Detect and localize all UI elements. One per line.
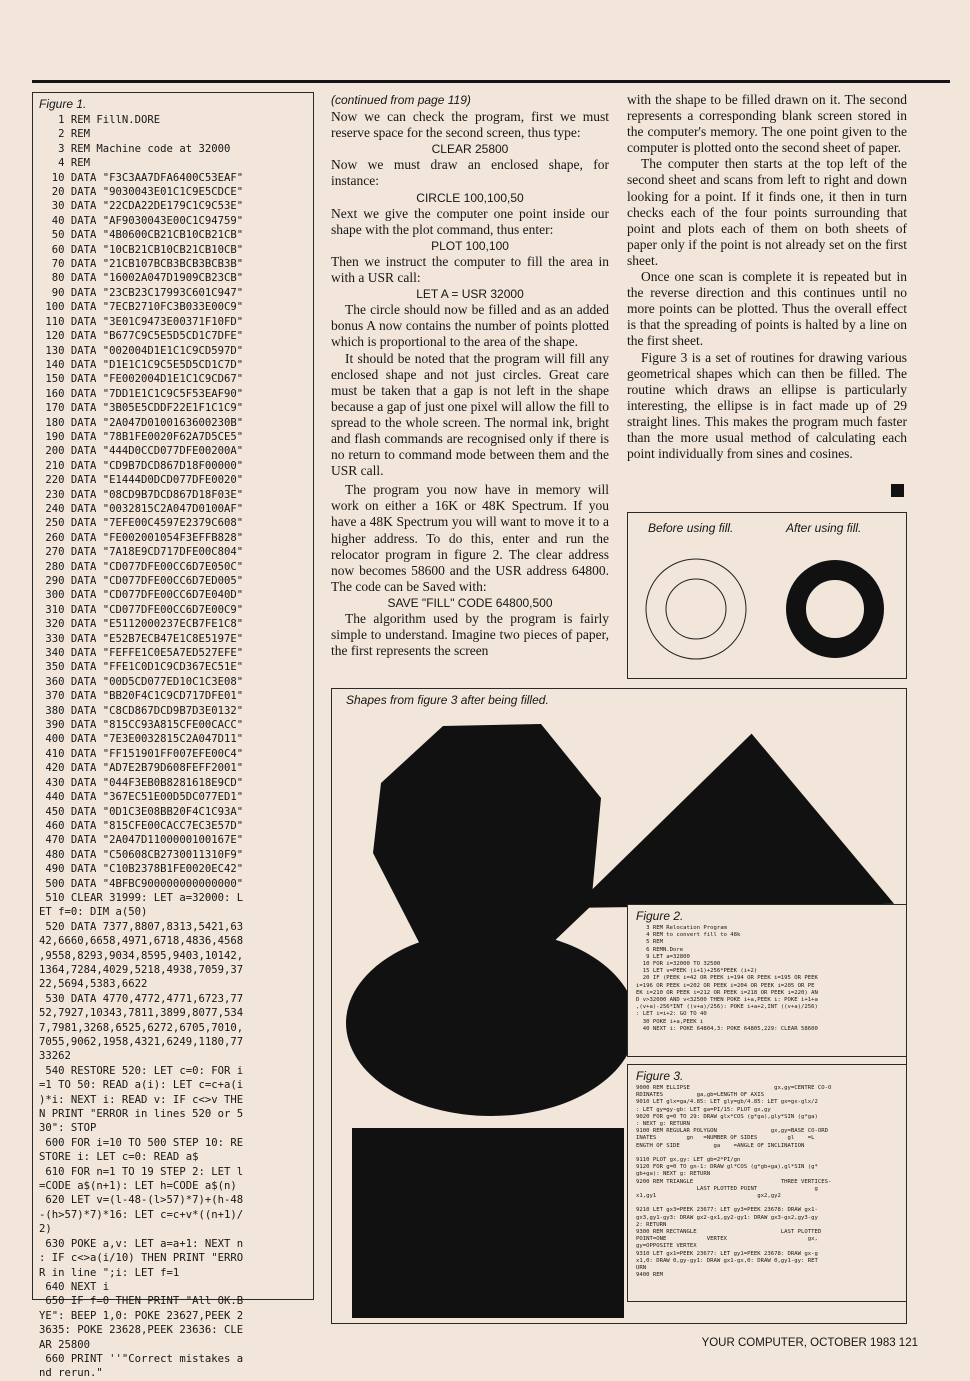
code-line: ,9558,8293,9034,8595,9403,10142, (39, 949, 244, 962)
code-line: 9 LET a=32800 (636, 953, 690, 960)
code-line: 60 DATA "10CB21CB10CB21CB10CB" (39, 243, 244, 256)
code-line: 640 NEXT i (39, 1280, 110, 1293)
code-line: 1364,7284,4029,5218,4938,7059,37 (39, 963, 244, 976)
code-line: 250 DATA "7EFE00C4597E2379C608" (39, 517, 244, 530)
code-line: 290 DATA "CD077DFE00CC6D7ED005" (39, 575, 244, 587)
figure-1-box (32, 92, 314, 1380)
code-line: 510 CLEAR 31999: LET a=32000: L (39, 891, 244, 904)
code-line: 340 DATA "FEFFE1C0E5A7ED527EFE" (39, 647, 244, 660)
code-line: 270 DATA "7A18E9CD717DFE00C804" (39, 546, 244, 559)
filled-ring (796, 570, 874, 648)
continued-note: (continued from page 119) (331, 93, 471, 107)
code-line: 90 DATA "23CB23C17993C601C947" (39, 286, 244, 299)
code-line: 180 DATA "2A047D0100163600230B" (39, 416, 244, 429)
fill-demo-box (627, 512, 907, 679)
code-line: N PRINT "ERROR in lines 520 or 5 (39, 1108, 244, 1121)
code-line: ET f=0: DIM a(50) (39, 906, 148, 919)
code-line: 15 LET v=PEEK (i+1)+256*PEEK (i+2) (636, 968, 758, 975)
code-line: 320 DATA "E5112000237ECB7FE1C8" (39, 618, 244, 631)
code-line: ENGTH OF SIDE ga =ANGLE OF INCLINATION (636, 1142, 805, 1149)
filled-triangle (573, 734, 894, 908)
code-line: gy=OPPOSITE VERTEX (636, 1243, 697, 1250)
code-line: 310 DATA "CD077DFE00CC6D7E00C9" (39, 603, 244, 616)
code-line: 620 LET v=(l-48-(l>57)*7)+(h-48 (39, 1194, 244, 1207)
code-line: 300 DATA "CD077DFE00CC6D7E040D" (39, 589, 244, 602)
code-line: 9000 REM ELLIPSE gx,gy=CENTRE CO-O (636, 1085, 832, 1091)
code-line (636, 1200, 906, 1207)
paragraph: It should be noted that the program will fill any enclosed shape and not just circles. Great care must be taken that a gap is not left in the shape because a gap of just one pixel will allow the fill to spread to the whole screen. The normal ink, bright and flash commands are recognised only if there is no return to command mode between them and the USR call. (331, 350, 609, 479)
code-line: =1 TO 50: READ a(i): LET c=c+a(i (39, 1079, 244, 1092)
code-line: 10 FOR i=32000 TO 32500 (636, 961, 721, 968)
code-line: 9400 REM (636, 1272, 663, 1279)
code-line: nd rerun." (39, 1367, 103, 1380)
code-line: 540 RESTORE 520: LET c=0: FOR i (39, 1064, 244, 1077)
code-line: 400 DATA "7E3E0032815C2A047D11" (39, 733, 244, 746)
paragraph: Now we must draw an enclosed shape, for instance: (331, 157, 609, 189)
code-line: 390 DATA "815CC93A815CFE00CACC" (39, 719, 244, 732)
command-line: CLEAR 25800 (431, 142, 509, 157)
article-column-3 (627, 92, 907, 462)
shapes-caption: Shapes from figure 3 after being filled. (346, 693, 549, 707)
code-line: LAST PLOTTED POINT g (636, 1185, 818, 1192)
code-line: 650 IF f=0 THEN PRINT "All OK.B (39, 1295, 244, 1308)
code-line: 9020 FOR g=0 TO 29: DRAW glx*COS (g*ga),gly*SIN (g*ga) (636, 1113, 818, 1120)
code-line: 220 DATA "E1444D0DCD077DFE0020" (39, 474, 244, 487)
code-line: ,(v+a)-256*INT ((v+a)/256): POKE i+a+2,INT ((v+a)/256) (636, 1004, 818, 1011)
code-line: AR 25800 (39, 1338, 91, 1351)
outer-ring-outline (646, 559, 746, 659)
code-line: 120 DATA "B677C9C5E5D5CD1C7DFE" (39, 330, 244, 343)
article-column-2 (331, 92, 609, 659)
code-line: 1 REM FillN.DORE (39, 114, 161, 126)
code-line: STORE i: LET c=0: READ a$ (39, 1151, 199, 1164)
paragraph: Then we instruct the computer to fill the area in with a USR call: (331, 253, 609, 286)
code-line: 370 DATA "BB20F4C1C9CD717DFE01" (39, 690, 244, 703)
code-line: 500 DATA "4BFBC900000000000000" (39, 877, 244, 890)
code-line: 440 DATA "367EC51E00D5DC077ED1" (39, 791, 244, 804)
code-line: 10 DATA "F3C3AA7DFA6400C53EAF" (39, 171, 244, 184)
code-line: 110 DATA "3E01C9473E00371F10FD" (39, 315, 244, 328)
code-line: gb+ga): NEXT g: RETURN (636, 1171, 711, 1178)
paragraph: The computer then starts at the top left of the second sheet and scans from left to right and down looking for a point. If it finds one, it then in turn checks each of the four points surrounding that point and plots each of them on both sheets of paper only if the point is not already set on the first sheet. (627, 156, 907, 268)
code-line: POINT=ONE VERTEX gx, (636, 1236, 818, 1243)
code-line: 9200 REM TRIANGLE THREE VERTICES- (636, 1178, 832, 1185)
code-line: 2: RETURN (636, 1221, 667, 1228)
command-line: SAVE "FILL" CODE 64800,500 (387, 595, 553, 610)
code-line: 33262 (39, 1050, 71, 1063)
code-line: 7055,9062,1958,4321,6249,1180,77 (39, 1036, 244, 1048)
figure-1-listing (39, 113, 313, 1381)
paragraph: with the shape to be filled drawn on it. The second represents a corresponding blank screen stored in the computer's memory. The one point given to the computer is plotted onto the second sheet of paper. (627, 92, 907, 156)
end-mark (891, 484, 904, 497)
code-line: 520 DATA 7377,8807,8313,5421,63 (39, 920, 244, 933)
code-line: 30 DATA "22CDA22DE179C1C9C53E" (39, 200, 244, 213)
code-line: -(h>57)*7)*16: LET c=c+v*((n+1)/ (39, 1208, 244, 1221)
paragraph: Next we give the computer one point inside our shape with the plot command, thus enter: (331, 205, 609, 237)
code-line: R in line ";i: LET f=1 (39, 1266, 180, 1279)
code-line: 660 PRINT ''"Correct mistakes a (39, 1352, 244, 1365)
code-line (636, 1150, 906, 1157)
code-line: 6 REMN.Dore (636, 946, 684, 953)
code-line: 610 FOR n=1 TO 19 STEP 2: LET l (39, 1165, 244, 1178)
page-footer: YOUR COMPUTER, OCTOBER 1983 121 (701, 1337, 918, 1349)
code-line: 20 IF (PEEK i=42 OR PEEK i=194 OR PEEK i=195 OR PEEK (636, 975, 818, 982)
filled-rectangle (352, 1128, 624, 1318)
top-rule (32, 80, 950, 83)
code-line: i=196 OR PEEK i=202 OR PEEK i=204 OR PEEK i=205 OR PE (636, 982, 815, 989)
code-line: 260 DATA "FE002001054F3EFFB828" (39, 531, 244, 544)
figure-3-box (627, 1064, 907, 1302)
code-line: 2) (39, 1223, 52, 1236)
code-line: 20 DATA "9030043E01C1C9E5CDCE" (39, 186, 244, 199)
code-line: 80 DATA "16002A047D1909CB23CB" (39, 272, 244, 285)
figure-2-box (627, 904, 907, 1057)
code-line: 330 DATA "E52B7ECB47E1C8E5197E" (39, 632, 244, 645)
code-line: EK i=210 OR PEEK i=212 OR PEEK i=218 OR PEEK i=220) AN (636, 989, 818, 996)
code-line: 42,6660,6658,4971,6718,4836,4568 (39, 935, 244, 948)
code-line: 170 DATA "3B05E5CDDF22E1F1C1C9" (39, 402, 244, 415)
code-line: 5 REM (636, 939, 663, 946)
command-line: PLOT 100,100 (431, 238, 509, 253)
figure-2-title: Figure 2. (636, 909, 684, 923)
figure-3-title: Figure 3. (636, 1069, 684, 1083)
code-line: 460 DATA "815CFE00CACC7EC3E57D" (39, 819, 244, 832)
code-line: 3635: POKE 23628,PEEK 23636: CLE (39, 1324, 244, 1337)
after-caption: After using fill. (786, 521, 862, 535)
code-line: 9210 LET gx3=PEEK 23677: LET gy3=PEEK 23678: DRAW gx1- (636, 1207, 818, 1214)
paragraph: Figure 3 is a set of routines for drawing various geometrical shapes which can then be filled. The routine which draws an ellipse is particularly interesting, the ellipse is in fact made up of 29 straight lines. This makes the program much faster than the more usual method of calculating each point individually from sines and cosines. (627, 349, 907, 462)
code-line: 2 REM (39, 128, 91, 141)
filled-ellipse (346, 930, 636, 1116)
inner-ring-outline (666, 579, 726, 639)
code-line: =CODE a$(n+1): LET h=CODE a$(n) (39, 1180, 237, 1193)
code-line: 9120 FOR g=0 TO gn-1: DRAW gl*COS (g*gb+ga),gl*SIN (g* (636, 1164, 818, 1171)
code-line: 630 POKE a,v: LET a=a+1: NEXT n (39, 1237, 244, 1250)
code-line: 450 DATA "0D1C3E08BB20F4C1C93A" (39, 805, 244, 818)
code-line: 30 POKE i+a,PEEK i (636, 1018, 704, 1025)
code-line: YE": BEEP 1,0: POKE 23627,PEEK 2 (39, 1309, 244, 1322)
code-line: : IF c<>a(i/10) THEN PRINT "ERRO (39, 1252, 244, 1265)
code-line: 9300 REM RECTANGLE LAST PLOTTED (636, 1229, 822, 1236)
code-line: 350 DATA "FFE1C0D1C9CD367EC51E" (39, 661, 244, 674)
command-line: LET A = USR 32000 (416, 287, 524, 302)
command-line: CIRCLE 100,100,50 (416, 190, 524, 205)
code-line: 160 DATA "7DD1E1C1C9C5F53EAF90" (39, 387, 244, 400)
code-line: 420 DATA "AD7E2B79D608FEFF2001" (39, 762, 244, 775)
code-line: URN (636, 1265, 647, 1272)
code-line: 280 DATA "CD077DFE00CC6D7E050C" (39, 560, 244, 573)
code-line: )*i: NEXT i: READ v: IF c<>v THE (39, 1093, 244, 1106)
code-line: 40 NEXT i: POKE 64804,3: POKE 64805,229: CLEAR 58600 (636, 1025, 818, 1032)
figure-3-listing (636, 1085, 906, 1279)
paragraph: Now we can check the program, first we must reserve space for the second screen, thus type: (331, 109, 609, 141)
code-line: D v>32000 AND v<32500 THEN POKE i+a,PEEK i: POKE i+1+a (636, 997, 818, 1004)
code-line: RDINATES ga,gb=LENGTH OF AXIS (636, 1092, 764, 1099)
code-line: 150 DATA "FE002004D1E1C1C9CD67" (39, 373, 244, 386)
code-line: 7,7981,3268,6525,6272,6705,7010, (39, 1021, 244, 1034)
code-line: : NEXT g: RETURN (636, 1121, 690, 1128)
code-line: 130 DATA "002004D1E1C1C9CD597D" (39, 344, 244, 357)
code-line: 30": STOP (39, 1122, 97, 1135)
code-line: x1,gy1 gx2,gy2 (636, 1193, 781, 1200)
code-line: 4 REM (39, 157, 91, 170)
code-line: 470 DATA "2A047D1100000100167E" (39, 834, 244, 847)
code-line: 9310 LET gx1=PEEK 23677: LET gy1=PEEK 23678: DRAW gx-g (636, 1250, 818, 1257)
code-line: 410 DATA "FF151901FF007EFE00C4" (39, 747, 244, 760)
code-line: : LET i=i+2: GO TO 40 (636, 1011, 707, 1018)
paragraph: The program you now have in memory will work on either a 16K or 48K Spectrum. If you have a 48K Spectrum you will want to move it to a higher address. To do this, enter and run the relocator program in figure 2. The clear address now becomes 58600 and the USR address 64800. The code can be Saved with: (331, 482, 609, 594)
code-line: 200 DATA "444D0CCD077DFE00200A" (39, 445, 244, 458)
code-line: 240 DATA "0032815C2A047D0100AF" (39, 502, 244, 515)
code-line: 52,7927,10343,7811,3899,8077,534 (39, 1007, 244, 1020)
code-line: 70 DATA "21CB107BCB3BCB3BCB3B" (39, 258, 244, 271)
paragraph: The circle should now be filled and as an added bonus A now contains the number of points plotted which is proportional to the area of the shape. (331, 302, 609, 350)
code-line: 9010 LET glx=ga/4.85: LET gly=gb/4.85: LET gx=gx-glx/2 (636, 1099, 818, 1106)
code-line: 490 DATA "C10B2378B1FE0020EC42" (39, 863, 244, 876)
code-line: 140 DATA "D1E1C1C9C5E5D5CD1C7D" (39, 358, 244, 371)
code-line: 360 DATA "00D5CD077ED10C1C3E08" (39, 675, 244, 688)
code-line: x1,0: DRAW 0,gy-gy1: DRAW gx1-gx,0: DRAW 0,gy1-gy: RET (636, 1257, 818, 1264)
code-line: 600 FOR i=10 TO 500 STEP 10: RE (39, 1136, 244, 1149)
code-line: 380 DATA "C8CD867DCD9B7D3E0132" (39, 704, 244, 717)
code-line: 100 DATA "7ECB2710FC3B033E00C9" (39, 301, 244, 314)
code-line: 22,5694,5383,6622 (39, 978, 148, 991)
code-line: gx3,gy1-gy3: DRAW gx2-gx1,gy2-gy1: DRAW gx3-gx2,gy3-gy (636, 1214, 818, 1221)
paragraph: Once one scan is complete it is repeated but in the reverse direction and this continues until no more points can be plotted. Thus the overall effect is that the spreading of points is halted by a line on the first sheet. (627, 269, 907, 349)
code-line: 9100 REM REGULAR POLYGON gx,gy=BASE CO-ORD (636, 1128, 828, 1135)
code-line: 530 DATA 4770,4772,4771,6723,77 (39, 992, 244, 1005)
paragraph: The algorithm used by the program is fairly simple to understand. Imagine two pieces of paper, the first represents the screen (331, 611, 609, 659)
code-line: 430 DATA "044F3EB0B8281618E9CD" (39, 776, 244, 789)
before-caption: Before using fill. (648, 521, 734, 535)
code-line: 9110 PLOT gx,gy: LET gb=2*PI/gn (636, 1157, 741, 1164)
code-line: 4 REM to convert fill to 48k (636, 932, 741, 939)
code-line: 230 DATA "08CD9B7DCD867D18F03E" (39, 488, 244, 501)
code-line: 190 DATA "78B1FE0020F62A7D5CE5" (39, 430, 244, 443)
figure-2-listing (636, 925, 906, 1033)
code-line: INATES gn =NUMBER OF SIDES gl =L (636, 1135, 815, 1142)
code-line: 480 DATA "C50608CB2730011310F9" (39, 848, 244, 861)
code-line: 210 DATA "CD9B7DCD867D18F00000" (39, 459, 244, 472)
code-line: 3 REM Relocation Program (636, 925, 727, 931)
fill-demo-graphic (628, 513, 906, 678)
code-line: 50 DATA "4B0600CB21CB10CB21CB" (39, 229, 244, 242)
figure-1-title: Figure 1. (39, 97, 87, 111)
code-line: : LET gy=gy-gb: LET ga=PI/15: PLOT gx,gy (636, 1106, 771, 1113)
code-line: 40 DATA "AF9030043E00C1C94759" (39, 214, 244, 227)
code-line: 3 REM Machine code at 32000 (39, 142, 231, 155)
